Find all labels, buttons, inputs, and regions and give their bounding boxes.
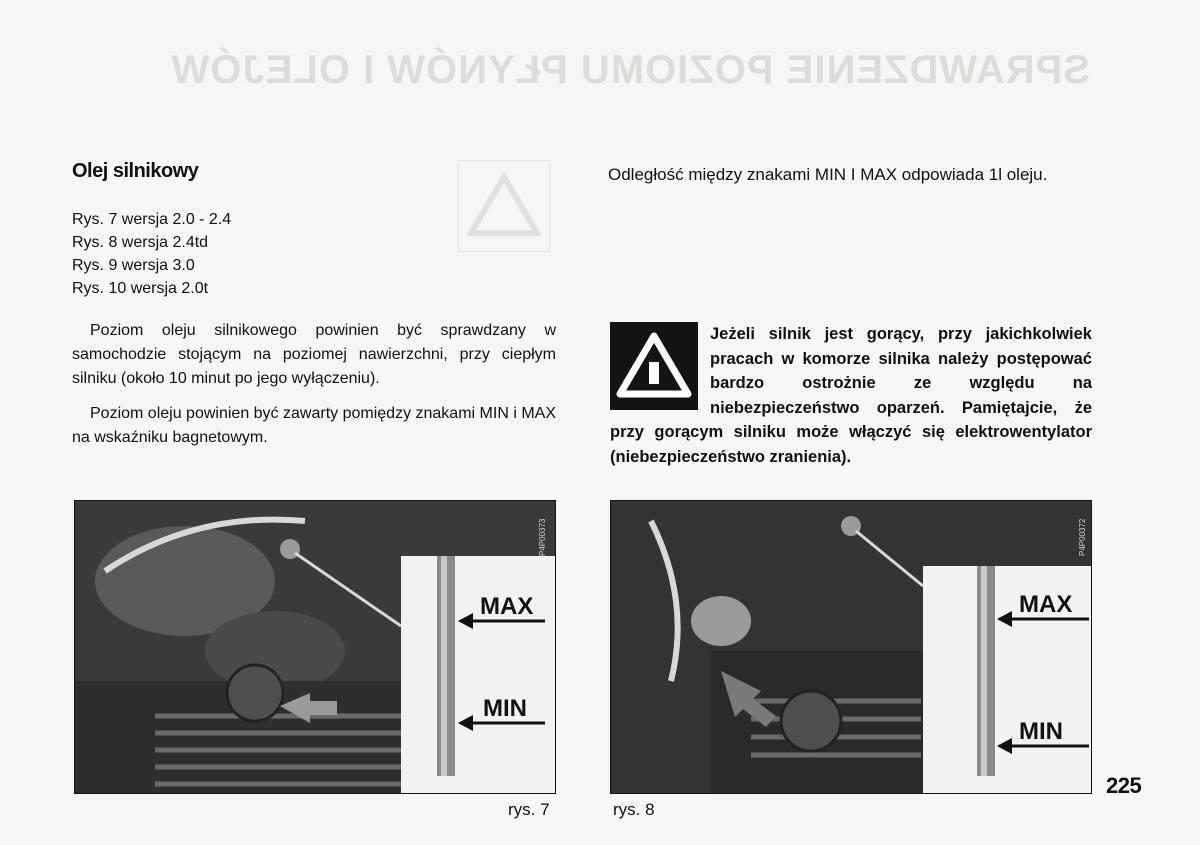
min-label: MIN (483, 695, 527, 722)
engine-photo-illustration (75, 501, 555, 793)
variant-item: Rys. 10 wersja 2.0t (72, 280, 209, 297)
bleed-through-icon (458, 160, 550, 252)
figure-code: P4P00373 (538, 518, 547, 556)
figure-code: P4P00372 (1078, 518, 1087, 556)
min-label: MIN (1019, 718, 1063, 745)
section-heading: Olej silnikowy (72, 160, 199, 182)
warning-text: Jeżeli silnik jest gorący, przy jakichkolwiek pracach w komorze silnika należy postępować bardzo ostrożnie ze względu na niebezpieczeństwo oparzeń. Pamiętajcie, że przy gorącym silniku może włączyć się elektrowentylator (niebezpieczeństwo zranienia). (610, 325, 1092, 466)
figure-photo-engine-bay-1 (74, 500, 556, 794)
figure-photo-engine-bay-2 (610, 500, 1092, 794)
max-label: MAX (1019, 591, 1073, 618)
engine-photo-illustration (611, 501, 1091, 793)
warning-icon-space (610, 322, 710, 418)
variant-item: Rys. 8 wersja 2.4td (72, 234, 209, 251)
variant-item: Rys. 7 wersja 2.0 - 2.4 (72, 211, 232, 228)
paragraph-oil-level: Poziom oleju powinien być zawarty pomiędzy znakami MIN i MAX na wskaźniku bagnetowym. (72, 405, 556, 446)
max-label: MAX (480, 593, 534, 620)
page-header-title: SPRAWDZENIE POZIOMU PŁYNÓW I OLEJÓW (170, 48, 1090, 92)
paragraph-check-conditions: Poziom oleju silnikowego powinien być sprawdzany w samochodzie stojącym na poziomej nawierzchni, przy ciepłym silniku (około 10 minut po jego wyłączeniu). (72, 322, 556, 387)
page-number: 225 (1106, 773, 1142, 798)
figure-caption: rys. 7 (508, 800, 550, 819)
variant-item: Rys. 9 wersja 3.0 (72, 257, 195, 274)
paragraph-min-max-distance: Odległość między znakami MIN I MAX odpowiada 1l oleju. (608, 165, 1048, 184)
figure-caption: rys. 8 (613, 800, 655, 819)
variant-list (72, 208, 231, 300)
warning-box (610, 322, 1092, 469)
